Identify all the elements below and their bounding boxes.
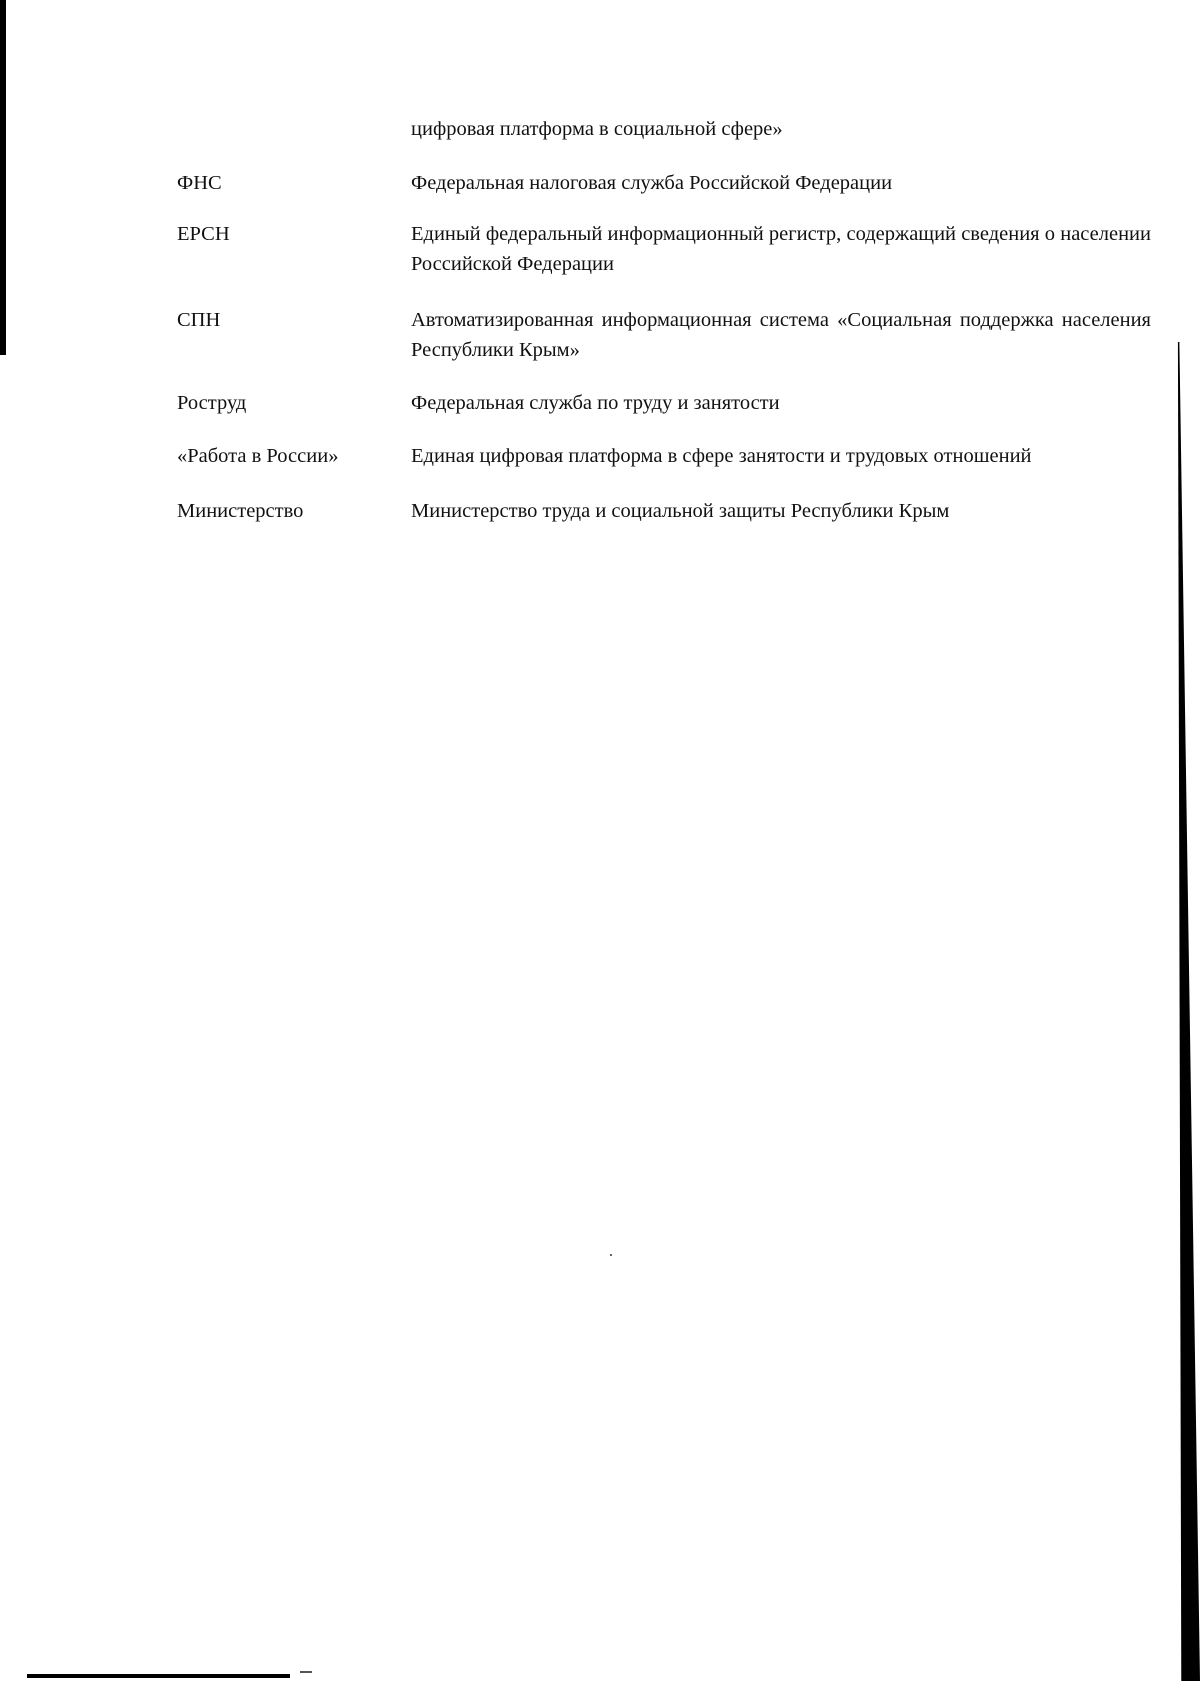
- definition: Федеральная налоговая служба Российской Федерации: [411, 172, 893, 194]
- scan-edge-bottom: [27, 1674, 290, 1678]
- definition: Федеральная служба по труду и занятости: [411, 392, 780, 414]
- definition: Министерство труда и социальной защиты Республики Крым: [411, 500, 950, 522]
- abbreviation: ФНС: [177, 172, 222, 194]
- definition: Единая цифровая платформа в сфере занятости и трудовых отношений: [411, 445, 1032, 467]
- abbreviation: Министерство: [177, 500, 304, 522]
- scan-edge-left: [0, 0, 6, 355]
- abbreviation: ЕРСН: [177, 223, 230, 245]
- scan-mark: [300, 1671, 312, 1673]
- abbreviation: «Работа в России»: [177, 445, 339, 467]
- definition: Единый федеральный информационный регистр, содержащий сведения о населении Российской Федерации: [411, 223, 1151, 275]
- scan-edge-right: [1176, 342, 1200, 1681]
- abbreviation: Роструд: [177, 392, 247, 414]
- definition-continuation: цифровая платформа в социальной сфере»: [411, 118, 783, 140]
- scan-speck: [610, 1254, 612, 1256]
- abbreviation: СПН: [177, 309, 221, 331]
- definition: Автоматизированная информационная система «Социальная поддержка населения Республики Крым»: [411, 309, 1151, 361]
